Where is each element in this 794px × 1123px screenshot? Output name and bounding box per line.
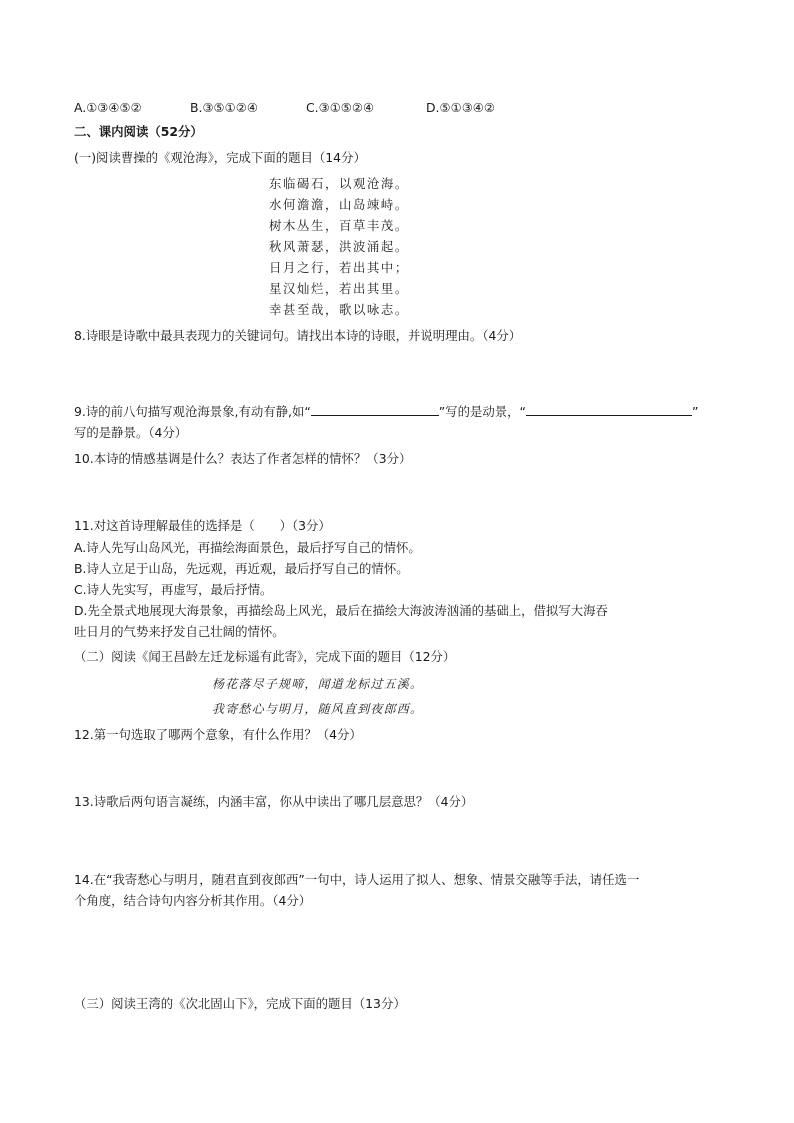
q9-blank-2[interactable] — [526, 403, 692, 416]
q9-text-b: ”写的是动景，“ — [438, 404, 526, 419]
q11-option-d: D.先全景式地展现大海景象，再描绘岛上风光，最后在描绘大海波涛汹涌的基础上，借拟写大海吞 — [74, 603, 608, 618]
option-d: D.⑤①③④② — [426, 100, 496, 115]
poem-line: 日月之行，若出其中； — [269, 260, 409, 275]
question-13: 13.诗歌后两句语言凝练，内涵丰富，你从中读出了哪几层意思？（4分） — [74, 794, 474, 809]
q9-text-c: ” — [691, 404, 699, 419]
options-row — [74, 100, 496, 116]
poem-line: 树木丛生，百草丰茂。 — [269, 218, 409, 233]
q11-option-a: A.诗人先写山岛风光，再描绘海面景色，最后抒写自己的情怀。 — [74, 540, 421, 555]
section2-title: 二、课内阅读（52分） — [74, 124, 203, 139]
part3-title: （三）阅读王湾的《次北固山下》，完成下面的题目（13分） — [74, 996, 406, 1011]
poem-line: 幸甚至哉，歌以咏志。 — [269, 302, 409, 317]
question-10: 10.本诗的情感基调是什么？表达了作者怎样的情怀？（3分） — [74, 451, 412, 466]
question-11: 11.对这首诗理解最佳的选择是（ ）（3分） — [74, 518, 331, 533]
poem2-line: 杨花落尽子规啼，闻道龙标过五溪。 — [212, 677, 424, 691]
poem2-line: 我寄愁心与明月，随风直到夜郎西。 — [212, 702, 424, 716]
q11-option-b: B.诗人立足于山岛，先远观，再近观，最后抒写自己的情怀。 — [74, 561, 409, 576]
question-14: 14.在“我寄愁心与明月，随君直到夜郎西”一句中，诗人运用了拟人、想象、情景交融等手法，请任选一 — [74, 872, 640, 887]
poem-line: 东临碣石，以观沧海。 — [269, 176, 409, 191]
option-c: C.③①⑤②④ — [306, 100, 375, 115]
poem-line: 水何澹澹，山岛竦峙。 — [269, 197, 409, 212]
poem-line: 秋风萧瑟，洪波涌起。 — [269, 239, 409, 254]
question-9 — [74, 403, 698, 420]
poem-line: 星汉灿烂，若出其里。 — [269, 281, 409, 296]
q11-option-d-cont: 吐日月的气势来抒发自己壮阔的情怀。 — [74, 624, 285, 639]
question-14-cont: 个角度，结合诗句内容分析其作用。（4分） — [74, 893, 312, 908]
question-8: 8.诗眼是诗歌中最具表现力的关键词句。请找出本诗的诗眼，并说明理由。（4分） — [74, 328, 522, 343]
option-b: B.③⑤①②④ — [190, 100, 258, 115]
q9-blank-1[interactable] — [311, 403, 439, 416]
question-9-cont: 写的是静景。（4分） — [74, 425, 188, 440]
part2-title: （二）阅读《闻王昌龄左迁龙标遥有此寄》，完成下面的题目（12分） — [74, 649, 456, 664]
part1-title: (一)阅读曹操的《观沧海》，完成下面的题目（14分） — [74, 150, 366, 165]
q11-option-c: C.诗人先实写，再虚写，最后抒情。 — [74, 582, 273, 597]
q9-text-a: 9.诗的前八句描写观沧海景象,有动有静,如“ — [74, 404, 311, 419]
question-12: 12.第一句选取了哪两个意象，有什么作用？（4分） — [74, 727, 362, 742]
option-a: A.①③④⑤② — [74, 100, 142, 115]
